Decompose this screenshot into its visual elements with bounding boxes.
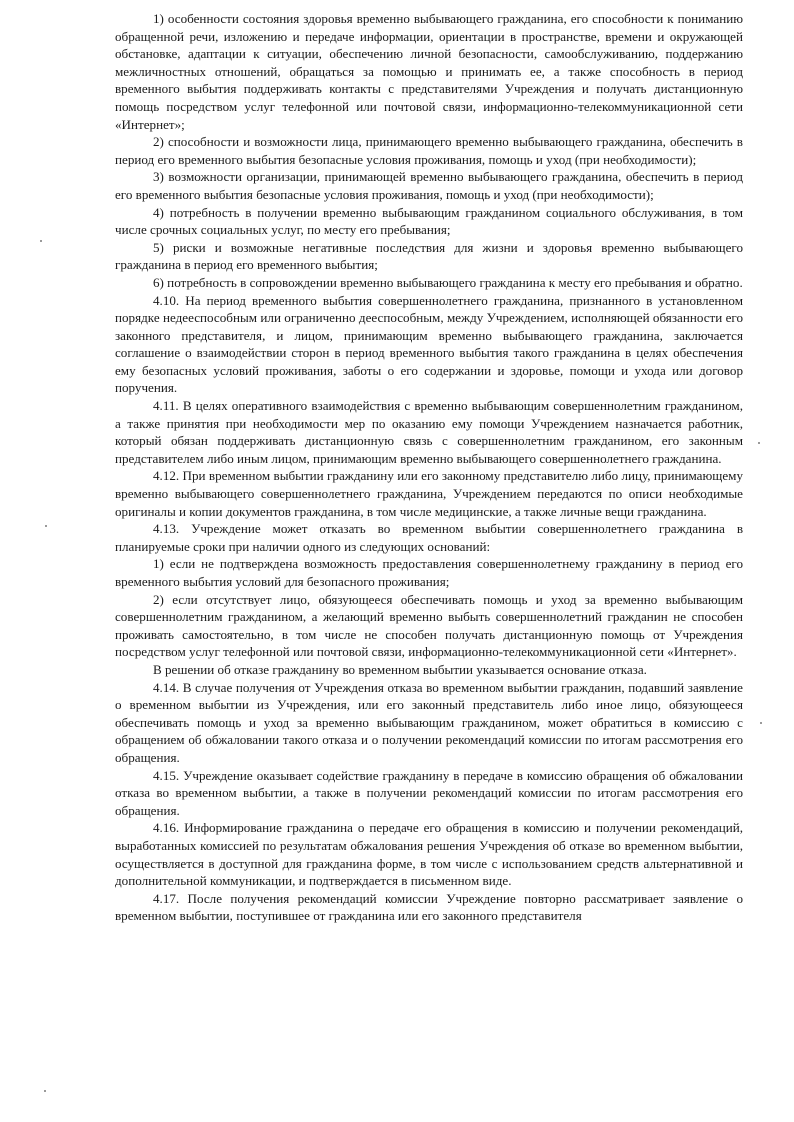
paragraph-item-6: 6) потребность в сопровождении временно выбывающего гражданина к месту его пребывания и обратно. — [153, 274, 743, 290]
paragraph-item-3: 3) возможности организации, принимающей временно выбывающего гражданина, обеспечить в период его временного выбытия безопасные условия проживания, помощь и уход (при необходимости); — [115, 169, 743, 202]
scan-speck — [760, 722, 762, 724]
scan-speck — [44, 1090, 46, 1092]
clause-4-11: 4.11. В целях оперативного взаимодействия с временно выбывающим совершеннолетним гражданином, а также принятия при необходимости мер по оказанию ему помощи Учреждением назначается работник, который обязан поддерживать дистанционную связь с совершеннолетним гражданином, его законным представителем либо иным лицом, принимающим временно выбывающего совершеннолетнего гражданина. — [115, 398, 743, 466]
refusal-ground-1: 1) если не подтверждена возможность предоставления совершеннолетнему гражданину в период его временного выбытия условий для безопасного проживания; — [115, 556, 743, 589]
clause-4-14: 4.14. В случае получения от Учреждения отказа во временном выбытии гражданин, подавший заявление о временном выбытии из Учреждения, или его законный представитель либо иное лицо, обязующееся обеспечивать помощь и уход за временно выбывающим гражданином, может обратиться в комиссию с обращением об обжаловании такого отказа и о получении рекомендаций комиссии по итогам рассмотрения его обращения. — [115, 679, 743, 765]
clause-4-10: 4.10. На период временного выбытия совершеннолетнего гражданина, признанного в установленном порядке недееспособным или ограниченно дееспособным, между Учреждением, исполняющей обязанности его законного представителя, и лицом, принимающим временно выбывающего гражданина, заключается соглашение о взаимодействии сторон в период временного выбытия такого гражданина в целях обеспечения ему безопасных условий проживания, заботы о его содержании и здоровье, помощи и ухода или договор поручения. — [115, 292, 743, 396]
refusal-note: В решении об отказе гражданину во временном выбытии указывается основание отказа. — [153, 661, 647, 677]
clause-4-13: 4.13. Учреждение может отказать во временном выбытии совершеннолетнего гражданина в планируемые сроки при наличии одного из следующих оснований: — [115, 521, 743, 554]
clause-4-15: 4.15. Учреждение оказывает содействие гражданину в передаче в комиссию обращения об обжаловании отказа во временном выбытии, а также в получении рекомендаций комиссии по итогам рассмотрения его обращения. — [115, 767, 743, 818]
document-page — [115, 10, 743, 925]
clause-4-17: 4.17. После получения рекомендаций комиссии Учреждение повторно рассматривает заявление о временном выбытии, поступившее от гражданина или его законного представителя — [115, 890, 743, 924]
clause-4-16: 4.16. Информирование гражданина о передаче его обращения в комиссию и получении рекомендаций, выработанных комиссией по результатам обжалования решения Учреждения об отказе во временном выбытии, осуществляется в доступной для гражданина форме, в том числе с использованием средств альтернативной и дополнительной коммуникации, и подтверждается в письменном виде. — [115, 820, 743, 889]
paragraph-item-5: 5) риски и возможные негативные последствия для жизни и здоровья временно выбывающего гражданина в период его временного выбытия; — [115, 239, 743, 273]
scan-speck — [45, 525, 47, 527]
paragraph-item-4: 4) потребность в получении временно выбывающим гражданином социального обслуживания, в том числе срочных социальных услуг, по месту его пребывания; — [115, 204, 743, 238]
scan-speck — [40, 240, 42, 242]
scan-speck — [758, 442, 760, 444]
paragraph-item-2: 2) способности и возможности лица, принимающего временно выбывающего гражданина, обеспечить в период его временного выбытия безопасные условия проживания, помощь и уход (при необходимости); — [115, 134, 743, 167]
paragraph-item-1: 1) особенности состояния здоровья временно выбывающего гражданина, его способности к пониманию обращенной речи, изложению и передаче информации, ориентации в пространстве, времени и окружающей обстановке, адаптации к ситуации, обеспечению личной безопасности, самообслуживанию, поддержанию межличностных отношений, обращаться за помощью и принимать ее, а также способность в период временного выбытия поддерживать контакты с представителями Учреждения и получать дистанционную помощь посредством услуг телефонной или почтовой связи, информационно-телекоммуникационной сети «Интернет»; — [115, 11, 743, 132]
refusal-ground-2: 2) если отсутствует лицо, обязующееся обеспечивать помощь и уход за временно выбывающим совершеннолетним гражданином, а желающий временно выбыть совершеннолетний гражданин не способен проживать самостоятельно, в том числе не способен получать дистанционную помощь от Учреждения посредством услуг телефонной или почтовой связи, информационно-телекоммуникационной сети «Интернет». — [115, 591, 743, 660]
clause-4-12: 4.12. При временном выбытии гражданину или его законному представителю либо лицу, принимающему временно выбывающего совершеннолетнего гражданина, Учреждением передаются по описи необходимые оригиналы и копии документов гражданина, в том числе медицинские, а также личные вещи гражданина. — [115, 468, 743, 519]
